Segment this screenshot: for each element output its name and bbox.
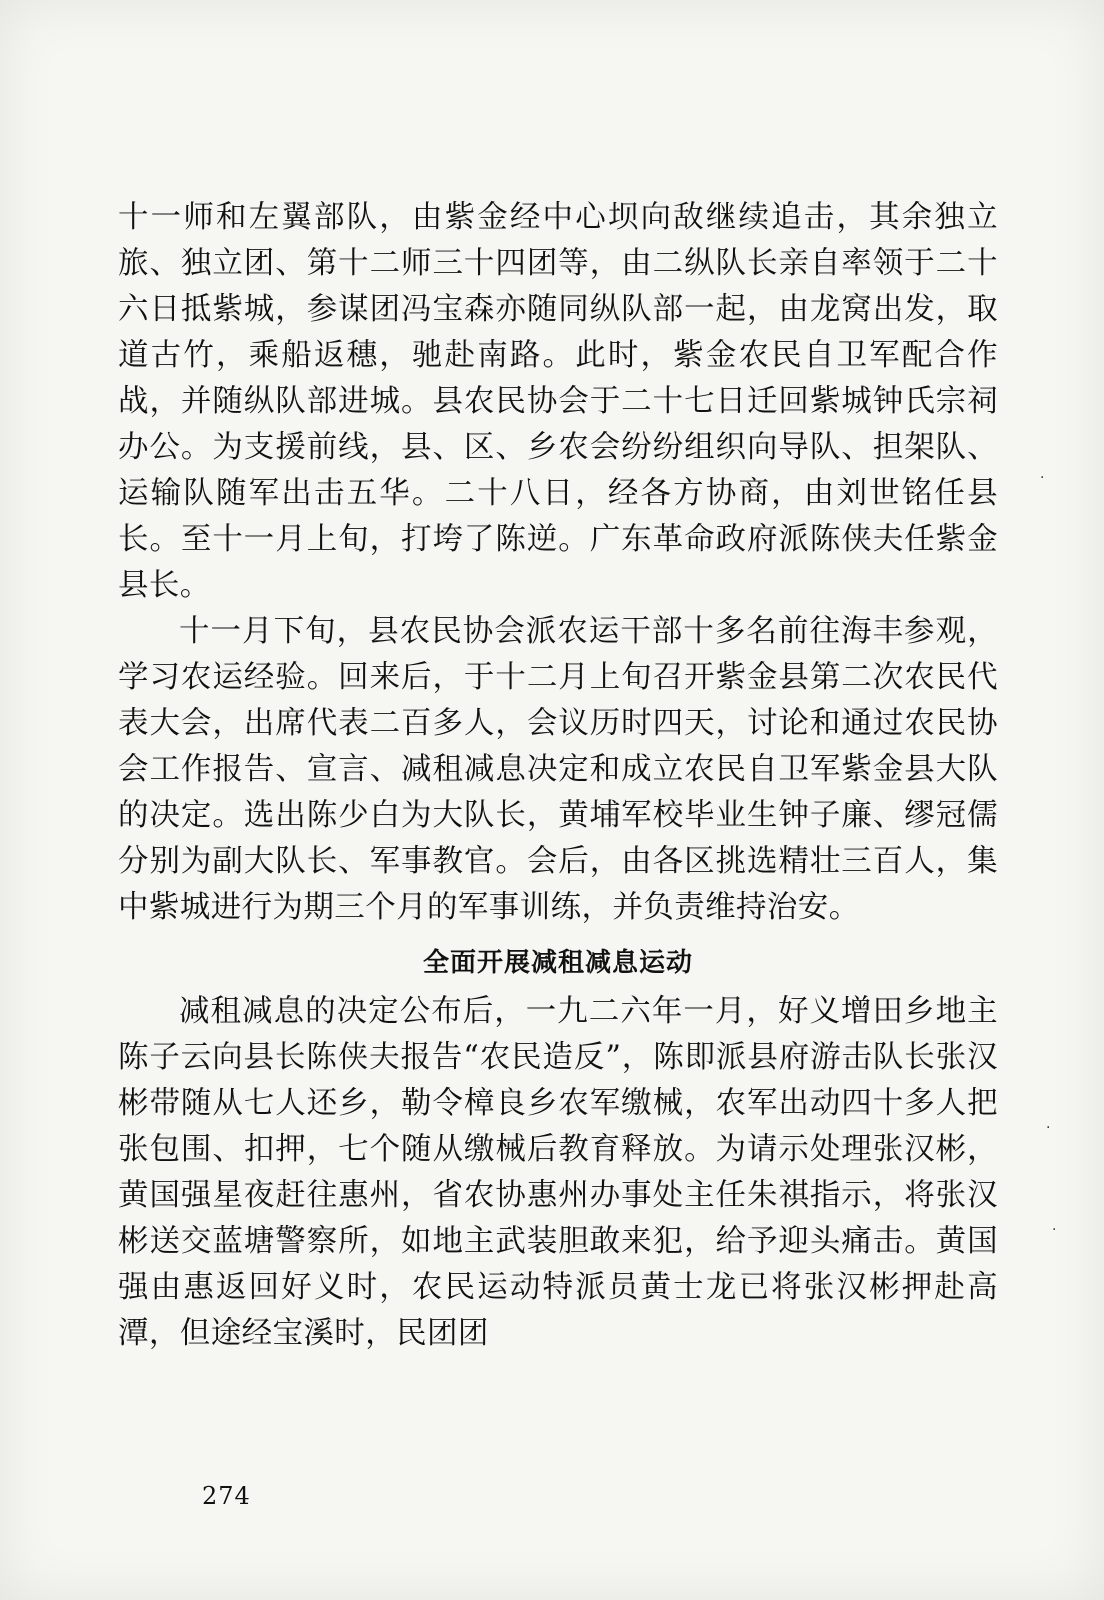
page-number: 274 — [202, 1482, 251, 1510]
section-heading: 全面开展减租减息运动 — [422, 948, 693, 978]
scan-speck: · — [1040, 470, 1045, 486]
body-text — [118, 195, 998, 1357]
paragraph-continuation: 十一师和左翼部队，由紫金经中心坝向敌继续追击，其余独立旅、独立团、第十二师三十四团等，由二纵队长亲自率领于二十六日抵紫城，参谋团冯宝森亦随同纵队部一起，由龙窝出发，取道古竹，乘船返穗，驰赴南路。此时，紫金农民自卫军配合作战，并随纵队部进城。县农民协会于二十七日迁回紫城钟氏宗祠办公。为支援前线，县、区、乡农会纷纷组织向导队、担架队、运输队随军出击五华。二十八日，经各方协商，由刘世铭任县长。至十一月上旬，打垮了陈逆。广东革命政府派陈侠夫任紫金县长。 — [118, 200, 998, 603]
scan-speck: · — [1046, 1120, 1051, 1136]
paragraph-delegates-congress: 十一月下旬，县农民协会派农运干部十多名前往海丰参观，学习农运经验。回来后，于十二月上旬召开紫金县第二次农民代表大会，出席代表二百多人，会议历时四天，讨论和通过农民协会工作报告、宣言、减租减息决定和成立农民自卫军紫金县大队的决定。选出陈少白为大队长，黄埔军校毕业生钟子廉、缪冠儒分别为副大队长、军事教官。会后，由各区挑选精壮三百人，集中紫城进行为期三个月的军事训练，并负责维持治安。 — [118, 614, 998, 925]
paragraph-rent-reduction: 减租减息的决定公布后，一九二六年一月，好义增田乡地主陈子云向县长陈侠夫报告“农民造反”，陈即派县府游击队长张汉彬带随从七人还乡，勒令樟良乡农军缴械，农军出动四十多人把张包围、扣押，七个随从缴械后教育释放。为请示处理张汉彬，黄国强星夜赶往惠州，省农协惠州办事处主任朱祺指示，将张汉彬送交蓝塘警察所，如地主武装胆敢来犯，给予迎头痛击。黄国强由惠返回好义时，农民运动特派员黄士龙已将张汉彬押赴高潭，但途经宝溪时，民团团 — [118, 994, 998, 1351]
scan-speck: · — [1052, 1222, 1057, 1238]
